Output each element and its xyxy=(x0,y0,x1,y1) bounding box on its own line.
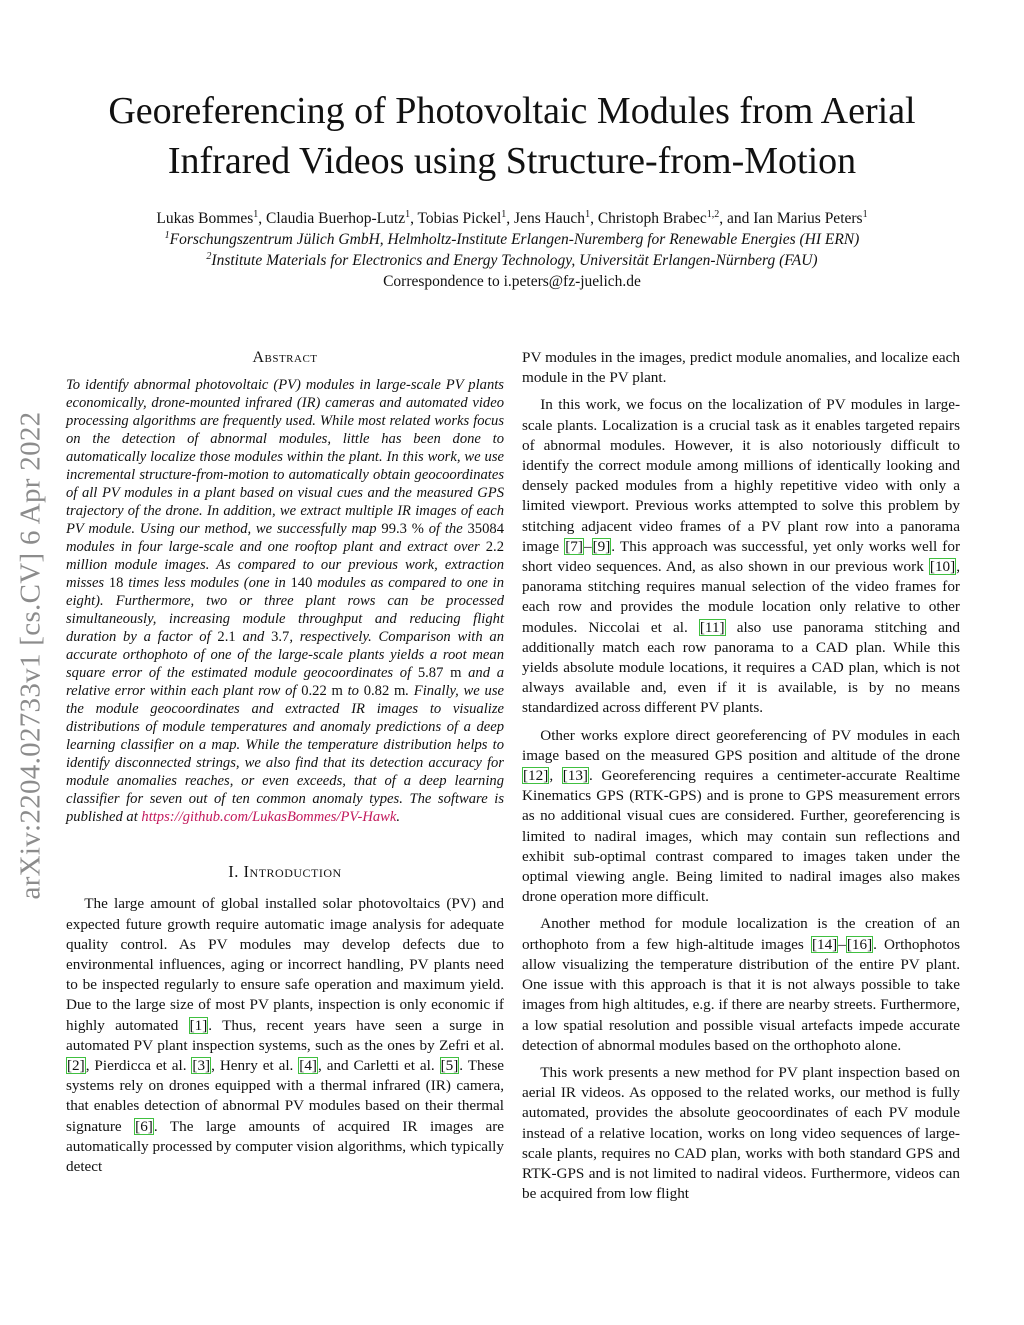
text-span: . This approach was successful, yet only works well for short video sequences. And, as also shown in our previous work xyxy=(522,537,960,576)
title-line-1: Georeferencing of Photovoltaic Modules from Aerial xyxy=(108,90,916,132)
abstract-value: 2.2 xyxy=(485,539,504,556)
text-span: Another method for module localization is the creation of an orthophoto from a few high-altitude images xyxy=(522,915,960,953)
text-span: , Henry et al. xyxy=(211,1057,299,1075)
affiliation-2 xyxy=(60,250,964,271)
text-span: , panorama stitching requires manual selection of the video frames for each row and provides the module location only relative to other modules. Niccolai et al. xyxy=(522,558,960,636)
citation-link[interactable]: [3] xyxy=(192,1057,211,1075)
citation-link[interactable]: [14] xyxy=(811,935,838,953)
text-span: . These systems rely on drones equipped with a thermal infrared (IR) camera, that enables detection of abnormal PV modules based on their thermal signature xyxy=(66,1057,504,1135)
title-line-2: Infrared Videos using Structure-from-Motion xyxy=(167,140,857,182)
affiliation-marker: 1 xyxy=(164,229,170,241)
abstract-value: 18 xyxy=(108,575,124,592)
abstract-value: 99.3 % xyxy=(381,521,424,538)
citation-link[interactable]: [13] xyxy=(562,767,588,785)
text-span: also use panorama stitching and additionally match each row panorama to a CAD plan. While this yields absolute module locations, it requires a CAD plan, which is not always available and, even if it is available, is by no means standardized across different PV plants. xyxy=(522,618,960,717)
abstract-span: , respectively. Comparison with an accurate orthophoto of one of the large-scale plants yields a root mean square error of the estimated module geocoordinates of xyxy=(66,629,504,682)
software-link[interactable]: https://github.com/LukasBommes/PV-Hawk xyxy=(141,809,397,826)
author-name: , Tobias Pickel xyxy=(410,210,502,227)
abstract-span: To identify abnormal photovoltaic (PV) modules in large-scale PV plants economically, drone-mounted infrared (IR) cameras and automated video processing algorithms are frequently used. While most related works focus on the detection of abnormal modules, little has been done to automatically localize those modules within the plant. In this work, we use incremental structure-from-motion to automatically obtain geocoordinates of all PV modules in a plant based on visual cues and the measured GPS trajectory of the drone. In addition, we extract multiple IR images of each PV module. Using our method, we successfully map xyxy=(66,377,504,538)
abstract-text xyxy=(66,376,504,826)
text-span: – xyxy=(583,537,592,555)
citation-link[interactable]: [6] xyxy=(135,1117,153,1135)
intro-paragraph-5: This work presents a new method for PV plant inspection based on aerial IR videos. As opposed to the related works, our method is fully automated, provides the absolute geocoordinates of each PV module instead of a relative location, works on long video sequences of large-scale plants, requires no CAD plan, works with both standard GPS and RTK-GPS and is not limited to nadiral videos. Furthermore, videos can be acquired from low flight xyxy=(522,1063,960,1203)
author-name: , and Ian Marius Peters xyxy=(719,210,863,227)
abstract-span: to xyxy=(342,683,364,700)
affiliation-marker: 1,2 xyxy=(706,208,720,220)
abstract-value: 0.22 m xyxy=(301,683,343,700)
citation-link[interactable]: [12] xyxy=(523,767,549,785)
affiliation-text: Institute Materials for Electronics and Energy Technology, Universität Erlangen-Nürnberg (FAU) xyxy=(211,252,818,269)
author-name: Lukas Bommes xyxy=(156,210,254,227)
author-block xyxy=(60,208,964,292)
citation-link[interactable]: [4] xyxy=(299,1057,317,1075)
text-span: . The large amounts of acquired IR images are automatically processed by computer vision algorithms, which typically detect xyxy=(66,1117,505,1176)
intro-paragraph-1 xyxy=(66,894,504,1177)
citation-link[interactable]: [9] xyxy=(592,537,611,555)
right-column xyxy=(522,348,960,1211)
text-span: . Georeferencing requires a centimeter-accurate Realtime Kinematics GPS (RTK-GPS) and is prone to GPS measurement errors as no additional visual cues are considered. Further, georeferencing is limited to nadiral images, which may contain sun reflections and exhibit sub-optimal contrast compared to images taken under the optimal viewing angle. Being limited to nadiral images also makes drone operation more difficult. xyxy=(522,767,960,906)
affiliation-text: Forschungszentrum Jülich GmbH, Helmholtz-Institute Erlangen-Nuremberg for Renewable Energies (HI ERN) xyxy=(169,231,860,248)
citation-link[interactable]: [2] xyxy=(67,1057,85,1075)
arxiv-identifier xyxy=(14,350,48,960)
abstract-value: 3.7 xyxy=(271,629,290,646)
affiliation-1 xyxy=(60,229,964,250)
arxiv-identifier-text: arXiv:2204.02733v1 [cs.CV] 6 Apr 2022 xyxy=(14,411,47,899)
abstract-value: 140 xyxy=(290,575,313,592)
abstract-span: and a relative error within each plant row of xyxy=(66,665,505,700)
affiliation-marker: 1 xyxy=(405,208,411,220)
citation-link[interactable]: [11] xyxy=(699,618,725,636)
author-list xyxy=(60,208,964,229)
abstract-heading: Abstract xyxy=(252,349,318,366)
correspondence: Correspondence to i.peters@fz-juelich.de xyxy=(383,273,641,290)
affiliation-marker: 1 xyxy=(501,208,507,220)
left-column xyxy=(66,348,504,1184)
text-span: , xyxy=(549,767,562,785)
text-span: . Thus, recent years have seen a surge in automated PV plant inspection systems, such as the ones by Zefri et al. xyxy=(66,1016,504,1054)
abstract-span: of the xyxy=(423,521,468,538)
abstract-span: . Finally, we use the module geocoordinates and extracted IR images to visualize distributions of module temperatures and anomaly predictions of a deep learning classifier on a map. While the temperature distribution helps to identify disconnected strings, we also find that its detection accuracy for module anomalies reaches, or even exceeds, that of a deep learning classifier for seven out of ten common anomaly types. The software is published at xyxy=(66,683,504,826)
affiliation-marker: 1 xyxy=(862,208,868,220)
abstract-value: 2.1 xyxy=(217,629,236,646)
affiliation-marker: 1 xyxy=(585,208,591,220)
intro-paragraph-4 xyxy=(522,914,960,1055)
citation-link[interactable]: [1] xyxy=(189,1016,208,1034)
citation-link[interactable]: [5] xyxy=(440,1057,459,1075)
intro-paragraph-3 xyxy=(522,726,960,908)
text-span: . Orthophotos allow visualizing the temperature distribution of the entire PV plant. One issue with this approach is that it is not always possible to take images from high altitudes, e.g. if there are nearby streets. Furthermore, a low spatial resolution and possible visual artefacts impede accurate detection of abnormal modules based on the orthophoto alone. xyxy=(522,935,960,1054)
author-name: , Christoph Brabec xyxy=(590,210,707,227)
text-span: The large amount of global installed solar photovoltaics (PV) and expected future growth require automatic image analysis for adequate quality control. As PV modules may develop defects due to environmental influences, aging or incorrect handling, PV plants need to be inspected regularly to ensure safe operation and maximum yield. Due to the large size of most PV plants, inspection is only economic if highly automated xyxy=(66,895,504,1034)
paper-title xyxy=(80,86,944,186)
citation-link[interactable]: [7] xyxy=(565,537,583,555)
author-name: , Jens Hauch xyxy=(506,210,586,227)
author-name: , Claudia Buerhop-Lutz xyxy=(258,210,406,227)
abstract-span: modules as compared to one in eight). Furthermore, two or three plant rows can be processed simultaneously, increasing module throughput and reducing flight duration by a factor of xyxy=(66,575,504,646)
abstract-span: . xyxy=(396,809,401,826)
text-span: , and Carletti et al. xyxy=(317,1057,440,1075)
abstract-span: and xyxy=(235,629,272,646)
citation-link[interactable]: [16] xyxy=(846,935,873,953)
abstract-span: million module images. As compared to our previous work, extraction misses xyxy=(66,557,504,592)
abstract-value: 35084 xyxy=(467,521,504,538)
abstract-value: 5.87 m xyxy=(417,665,462,682)
intro-paragraph-1-continued: PV modules in the images, predict module anomalies, and localize each module in the PV plant. xyxy=(522,349,960,387)
text-span: , Pierdicca et al. xyxy=(85,1057,192,1075)
introduction-heading: I. Introduction xyxy=(228,862,342,882)
affiliation-marker: 2 xyxy=(206,250,212,262)
intro-paragraph-2 xyxy=(522,395,960,718)
text-span: Other works explore direct georeferencing of PV modules in each image based on the measured GPS position and altitude of the drone xyxy=(522,726,960,764)
text-span: – xyxy=(838,935,846,953)
citation-link[interactable]: [10] xyxy=(929,558,956,576)
abstract-span: times less modules (one in xyxy=(123,575,291,592)
abstract-span: modules in four large-scale and one rooftop plant and extract over xyxy=(66,539,486,556)
abstract-value: 0.82 m xyxy=(363,683,406,700)
text-span: In this work, we focus on the localization of PV modules in large-scale plants. Localization is a crucial task as it enables targeted repairs of abnormal modules. However, it is also notoriously difficult to identify the correct module among millions of identically looking and densely packed modules from a highly repetitive video with only a limited viewport. Previous works attempted to solve this problem by stitching adjacent video frames of a PV plant row into a panorama image xyxy=(522,396,960,555)
affiliation-marker: 1 xyxy=(253,208,259,220)
